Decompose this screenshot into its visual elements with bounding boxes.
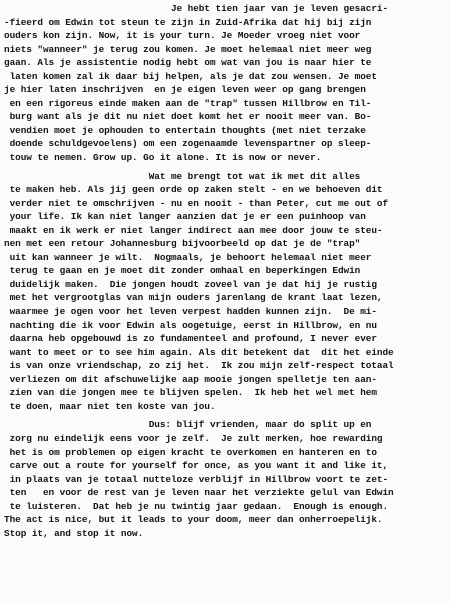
text-line: en een rigoreus einde maken aan de "trap" tussen Hillbrow en Til- — [4, 97, 372, 109]
text-line: Wat me brengt tot wat ik met dit alles — [4, 170, 361, 182]
text-line: het is om problemen op eigen kracht te overkomen en hanteren en to — [4, 446, 377, 458]
text-line: Dus: blijf vrienden, maar do split up en — [4, 419, 372, 431]
text-line: te luisteren. Dat heb je nu twintig jaar gedaan. Enough is enough. — [4, 500, 389, 512]
text-line: je hier laten inschrijven en je eigen leven weer op gang brengen — [4, 84, 366, 96]
text-line: verliezen om dit afschuwelijke aap mooie jongen spelletje ten aan- — [4, 373, 377, 385]
text-line: Stop it, and stop it now. — [4, 527, 144, 539]
text-line: -fieerd om Edwin tot steun te zijn in Zuid-Afrika dat hij bij zijn — [4, 16, 372, 28]
text-line: zorg nu eindelijk eens voor je zelf. Je zult merken, hoe rewarding — [4, 432, 383, 444]
text-line: Je hebt tien jaar van je leven gesacri- — [4, 3, 389, 14]
text-line: niets "wanneer" je terug zou komen. Je moet helemaal niet meer weg — [4, 43, 372, 55]
text-line: laten komen zal ik daar bij helpen, als je dat zou wensen. Je moet — [4, 70, 377, 82]
text-line: gaan. Als je assistentie nodig hebt om wat van jou is naar hier te — [4, 57, 372, 69]
text-line: duidelijk maken. Die jongen houdt zoveel van je dat hij je rustig — [4, 278, 377, 290]
letter-paragraph — [4, 418, 446, 540]
text-line: nen met een retour Johannesburg bijvoorbeeld op dat je de "trap" — [4, 238, 361, 250]
text-line: daarna heb opgebouwd is zo fundamenteel and profound, I never ever — [4, 333, 377, 345]
text-line: in plaats van je totaal nutteloze verblijf in Hillbrow voort te zet- — [4, 473, 389, 485]
text-line: your life. Ik kan niet langer aanzien dat je er een puinhoop van — [4, 211, 366, 223]
text-line: The act is nice, but it leads to your doom, meer dan onherroepelijk. — [4, 514, 383, 526]
text-line: verder niet te omschrijven - nu en nooit - than Peter, cut me out of — [4, 197, 389, 209]
text-line: waarmee je ogen voor het leven verpest hadden kunnen zijn. De mi- — [4, 306, 377, 318]
text-line: te doen, maar niet ten koste van jou. — [4, 400, 216, 412]
text-line: touw te nemen. Grow up. Go it alone. It is now or never. — [4, 152, 322, 164]
text-line: maakt en ik werk er niet langer indirect aan mee door jouw te steu- — [4, 224, 383, 236]
text-line: met het vergrootglas van mijn ouders jarenlang de krant laat lezen, — [4, 292, 383, 304]
text-line: nachting die ik voor Edwin als oogetuige, eerst in Hillbrow, en nu — [4, 319, 377, 331]
letter-paragraph — [4, 2, 446, 165]
text-line: terug te gaan en je moet dit zonder omhaal en beperkingen Edwin — [4, 265, 361, 277]
text-line: zien van die jongen mee te blijven spelen. Ik heb het wel met hem — [4, 387, 377, 399]
text-line: want to meet or to see him again. Als dit betekent dat dit het einde — [4, 346, 394, 358]
text-line: te maken heb. Als jij geen orde op zaken stelt - en we behoeven dit — [4, 184, 383, 196]
text-line: burg want als je dit nu niet doet komt het er nooit meer van. Bo- — [4, 111, 372, 123]
text-line: uit kan wanneer je wilt. Nogmaals, je behoort helemaal niet meer — [4, 251, 372, 263]
text-line: ten en voor de rest van je leven naar het verziekte gelul van Edwin — [4, 487, 394, 499]
letter-paragraph — [4, 170, 446, 414]
text-line: doende schuldgevoelens) om een zogenaamde levenspartner op sleep- — [4, 138, 372, 150]
text-line: carve out a route for yourself for once, as you want it and like it, — [4, 460, 389, 472]
text-line: is van onze vriendschap, zo zij het. Ik zou mijn zelf-respect totaal — [4, 360, 394, 372]
text-line: vendien moet je ophouden to entertain thoughts (met niet terzake — [4, 124, 366, 136]
text-line: ouders kon zijn. Now, it is your turn. Je Moeder vroeg niet voor — [4, 30, 361, 42]
